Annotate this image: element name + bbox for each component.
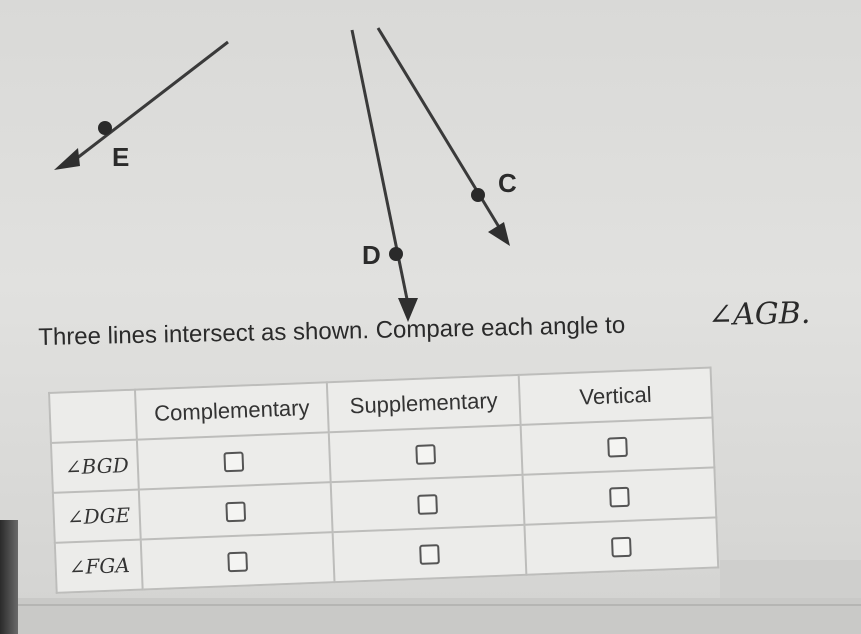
checkbox-bgd-vertical[interactable] [607,437,628,458]
point-d [389,247,403,261]
table-corner-cell [49,390,137,443]
cell-fga-supplementary [333,525,527,582]
point-e [98,121,112,135]
cell-fga-complementary [141,532,335,589]
row-label-fga: ∠FGA [55,540,143,593]
paper-shadow [720,560,861,600]
checkbox-bgd-supplementary[interactable] [415,444,436,465]
cell-fga-vertical [524,517,718,574]
checkbox-dge-supplementary[interactable] [417,494,438,515]
cell-dge-vertical [523,467,717,524]
checkbox-dge-complementary[interactable] [225,502,246,523]
point-label-c: C [498,168,517,198]
page-divider [10,604,861,606]
point-c [471,188,485,202]
cell-dge-supplementary [331,475,525,532]
row-label-dge: ∠DGE [53,490,141,543]
comparison-table-wrapper [48,367,719,594]
cell-bgd-complementary [137,432,331,489]
checkbox-fga-supplementary[interactable] [419,544,440,565]
prompt-text: Three lines intersect as shown. Compare each angle to [38,311,626,351]
cell-bgd-supplementary [329,425,523,482]
arrow-c [488,222,510,246]
checkbox-bgd-complementary[interactable] [223,452,244,473]
point-label-e: E [112,142,130,172]
cell-dge-complementary [139,482,333,539]
reference-angle: ∠AGB. [707,295,811,333]
arrow-e [54,148,80,170]
checkbox-fga-vertical[interactable] [611,537,632,558]
point-label-d: D [362,240,381,270]
checkbox-dge-vertical[interactable] [609,487,630,508]
checkbox-fga-complementary[interactable] [227,552,248,573]
column-header-supplementary: Supplementary [327,375,521,432]
row-label-bgd: ∠BGD [51,440,139,493]
column-header-complementary: Complementary [135,382,329,439]
comparison-table [48,367,719,594]
column-header-vertical: Vertical [519,368,713,425]
dark-corner-shadow [0,520,18,634]
line-e [72,42,228,162]
cell-bgd-vertical [521,418,715,475]
line-c [378,28,502,232]
